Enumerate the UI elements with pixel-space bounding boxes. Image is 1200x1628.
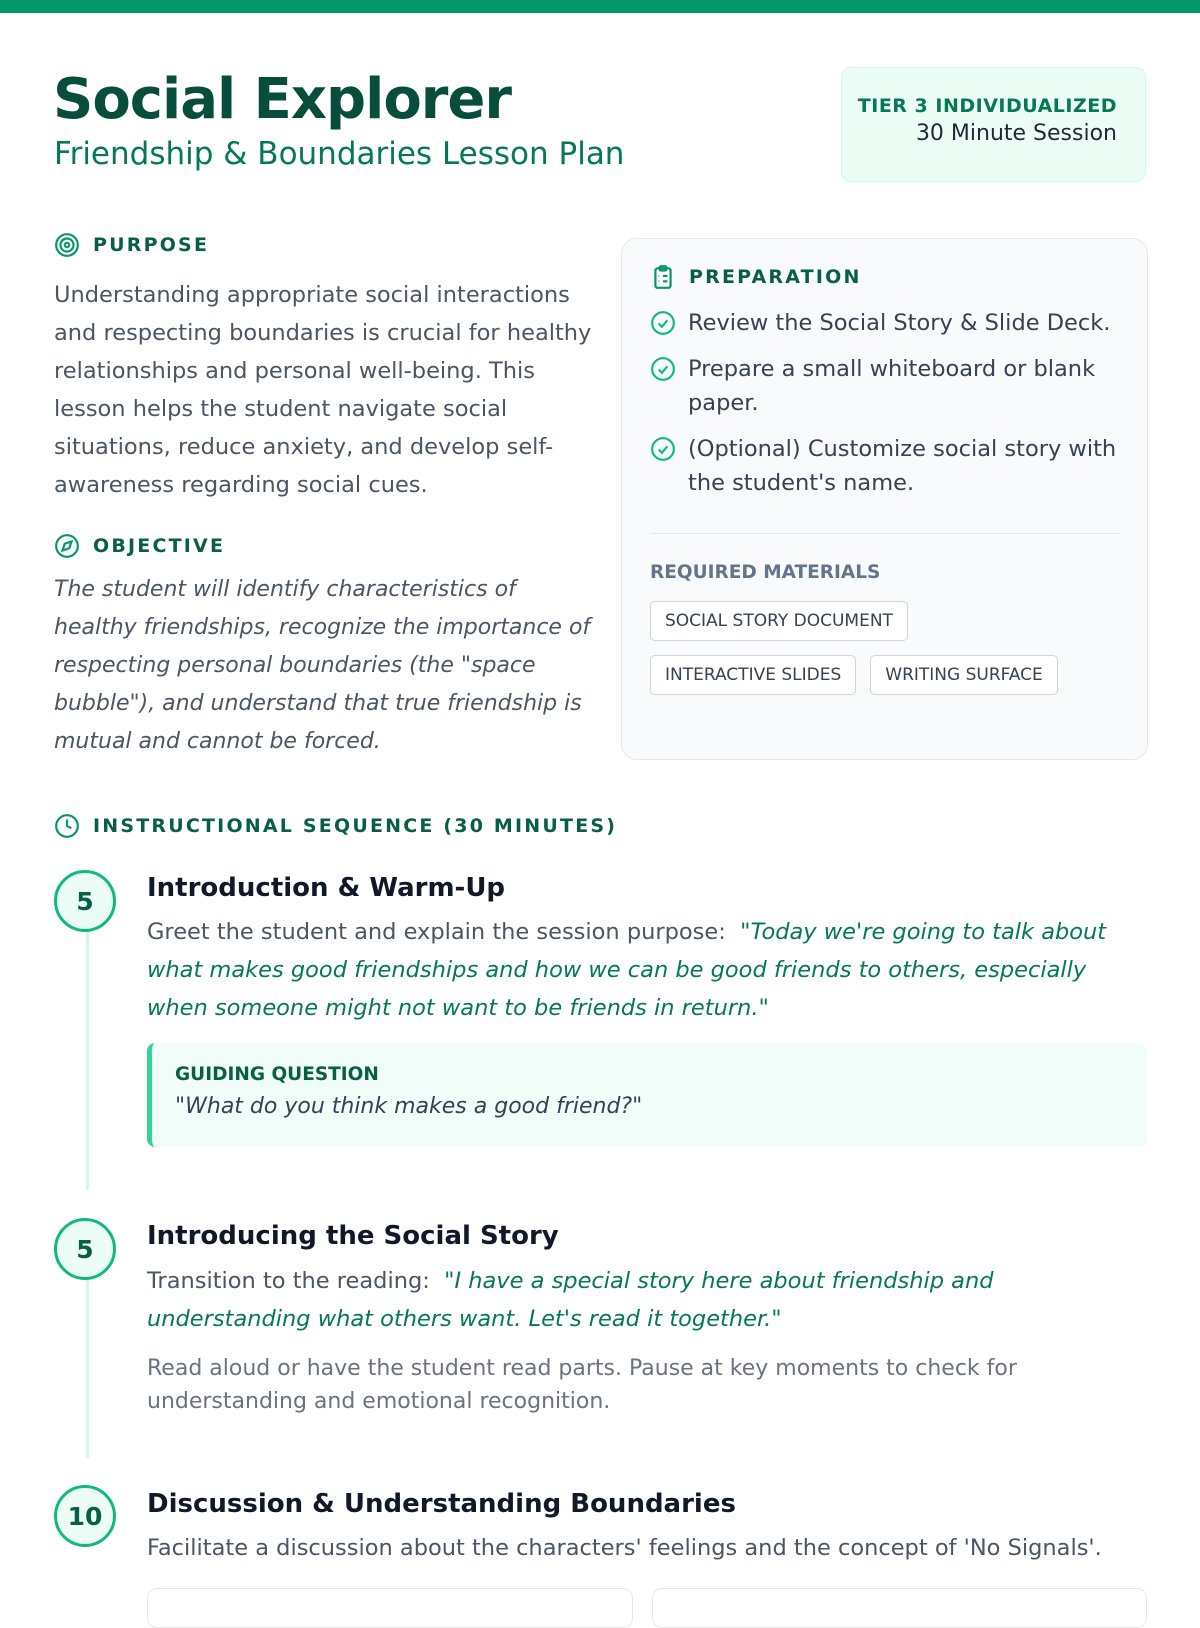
preparation-card [621, 238, 1148, 760]
preparation-item: (Optional) Customize social story with the student's name. [650, 432, 1120, 500]
objective-heading-label: OBJECTIVE [93, 535, 226, 557]
material-chip: WRITING SURFACE [870, 655, 1058, 695]
guiding-question-label: GUIDING QUESTION [175, 1064, 379, 1085]
check-circle-icon [650, 436, 676, 462]
sequence-heading-label: INSTRUCTIONAL SEQUENCE (30 MINUTES) [93, 815, 618, 837]
check-circle-icon [650, 356, 676, 382]
step-description: Greet the student and explain the session purpose: "Today we're going to talk about what makes good friendships and how we can be good friends to others, especially when someone might not want to be friends in return." [147, 919, 1107, 1021]
step-note: Read aloud or have the student read parts. Pause at key moments to check for understanding and emotional recognition. [147, 1356, 1017, 1414]
material-chip: INTERACTIVE SLIDES [650, 655, 856, 695]
step-title: Introduction & Warm-Up [147, 873, 506, 903]
timeline-connector [86, 930, 89, 1190]
tier-badge [841, 67, 1146, 182]
session-length: 30 Minute Session [915, 121, 1117, 146]
objective-text: The student will identify characteristics of healthy friendships, recognize the importance of respecting personal boundaries (the "space bubble"), and understand that true friendship is mutual and cannot be forced. [54, 577, 591, 754]
material-chip: SOCIAL STORY DOCUMENT [650, 601, 908, 641]
sequence-heading [54, 813, 617, 839]
step-quote: "I have a special story here about friendship and understanding what others want. Let's read it together." [147, 1268, 994, 1332]
purpose-text: Understanding appropriate social interactions and respecting boundaries is crucial for healthy relationships and personal well-being. This lesson helps the student navigate social situations, reduce anxiety, and develop self-awareness regarding social cues. [54, 282, 592, 498]
discussion-card [652, 1588, 1147, 1628]
guiding-question-box [147, 1043, 1147, 1147]
purpose-heading-label: PURPOSE [93, 234, 210, 256]
top-accent-bar [0, 0, 1200, 13]
compass-icon [54, 533, 80, 559]
step-description: Transition to the reading: "I have a special story here about friendship and understanding what others want. Let's read it together." [147, 1268, 994, 1332]
step-quote: "Today we're going to talk about what makes good friendships and how we can be good friends to others, especially when someone might not want to be friends in return." [147, 919, 1107, 1021]
divider [650, 533, 1120, 534]
preparation-heading-label: PREPARATION [689, 266, 862, 288]
clock-icon [54, 813, 80, 839]
discussion-card [147, 1588, 633, 1628]
preparation-item: Prepare a small whiteboard or blank paper. [650, 352, 1120, 420]
preparation-heading [650, 264, 862, 290]
preparation-list [650, 306, 1120, 512]
page-title: Social Explorer [53, 67, 512, 132]
check-circle-icon [650, 310, 676, 336]
target-icon [54, 232, 80, 258]
step-duration-badge: 5 [54, 870, 116, 932]
guiding-question-text: "What do you think makes a good friend?" [175, 1094, 643, 1119]
step-duration-badge: 10 [54, 1485, 116, 1547]
timeline-connector [86, 1278, 89, 1458]
objective-heading [54, 533, 225, 559]
materials-label: REQUIRED MATERIALS [650, 562, 881, 583]
preparation-item: Review the Social Story & Slide Deck. [650, 306, 1120, 340]
clipboard-icon [650, 264, 676, 290]
page-subtitle: Friendship & Boundaries Lesson Plan [54, 136, 625, 172]
step-title: Introducing the Social Story [147, 1221, 559, 1251]
materials-chips [650, 601, 1120, 695]
tier-label: TIER 3 INDIVIDUALIZED [857, 95, 1117, 117]
step-duration-badge: 5 [54, 1218, 116, 1280]
step-title: Discussion & Understanding Boundaries [147, 1489, 736, 1519]
purpose-heading [54, 232, 209, 258]
step-description: Facilitate a discussion about the characters' feelings and the concept of 'No Signals'. [147, 1535, 1102, 1561]
